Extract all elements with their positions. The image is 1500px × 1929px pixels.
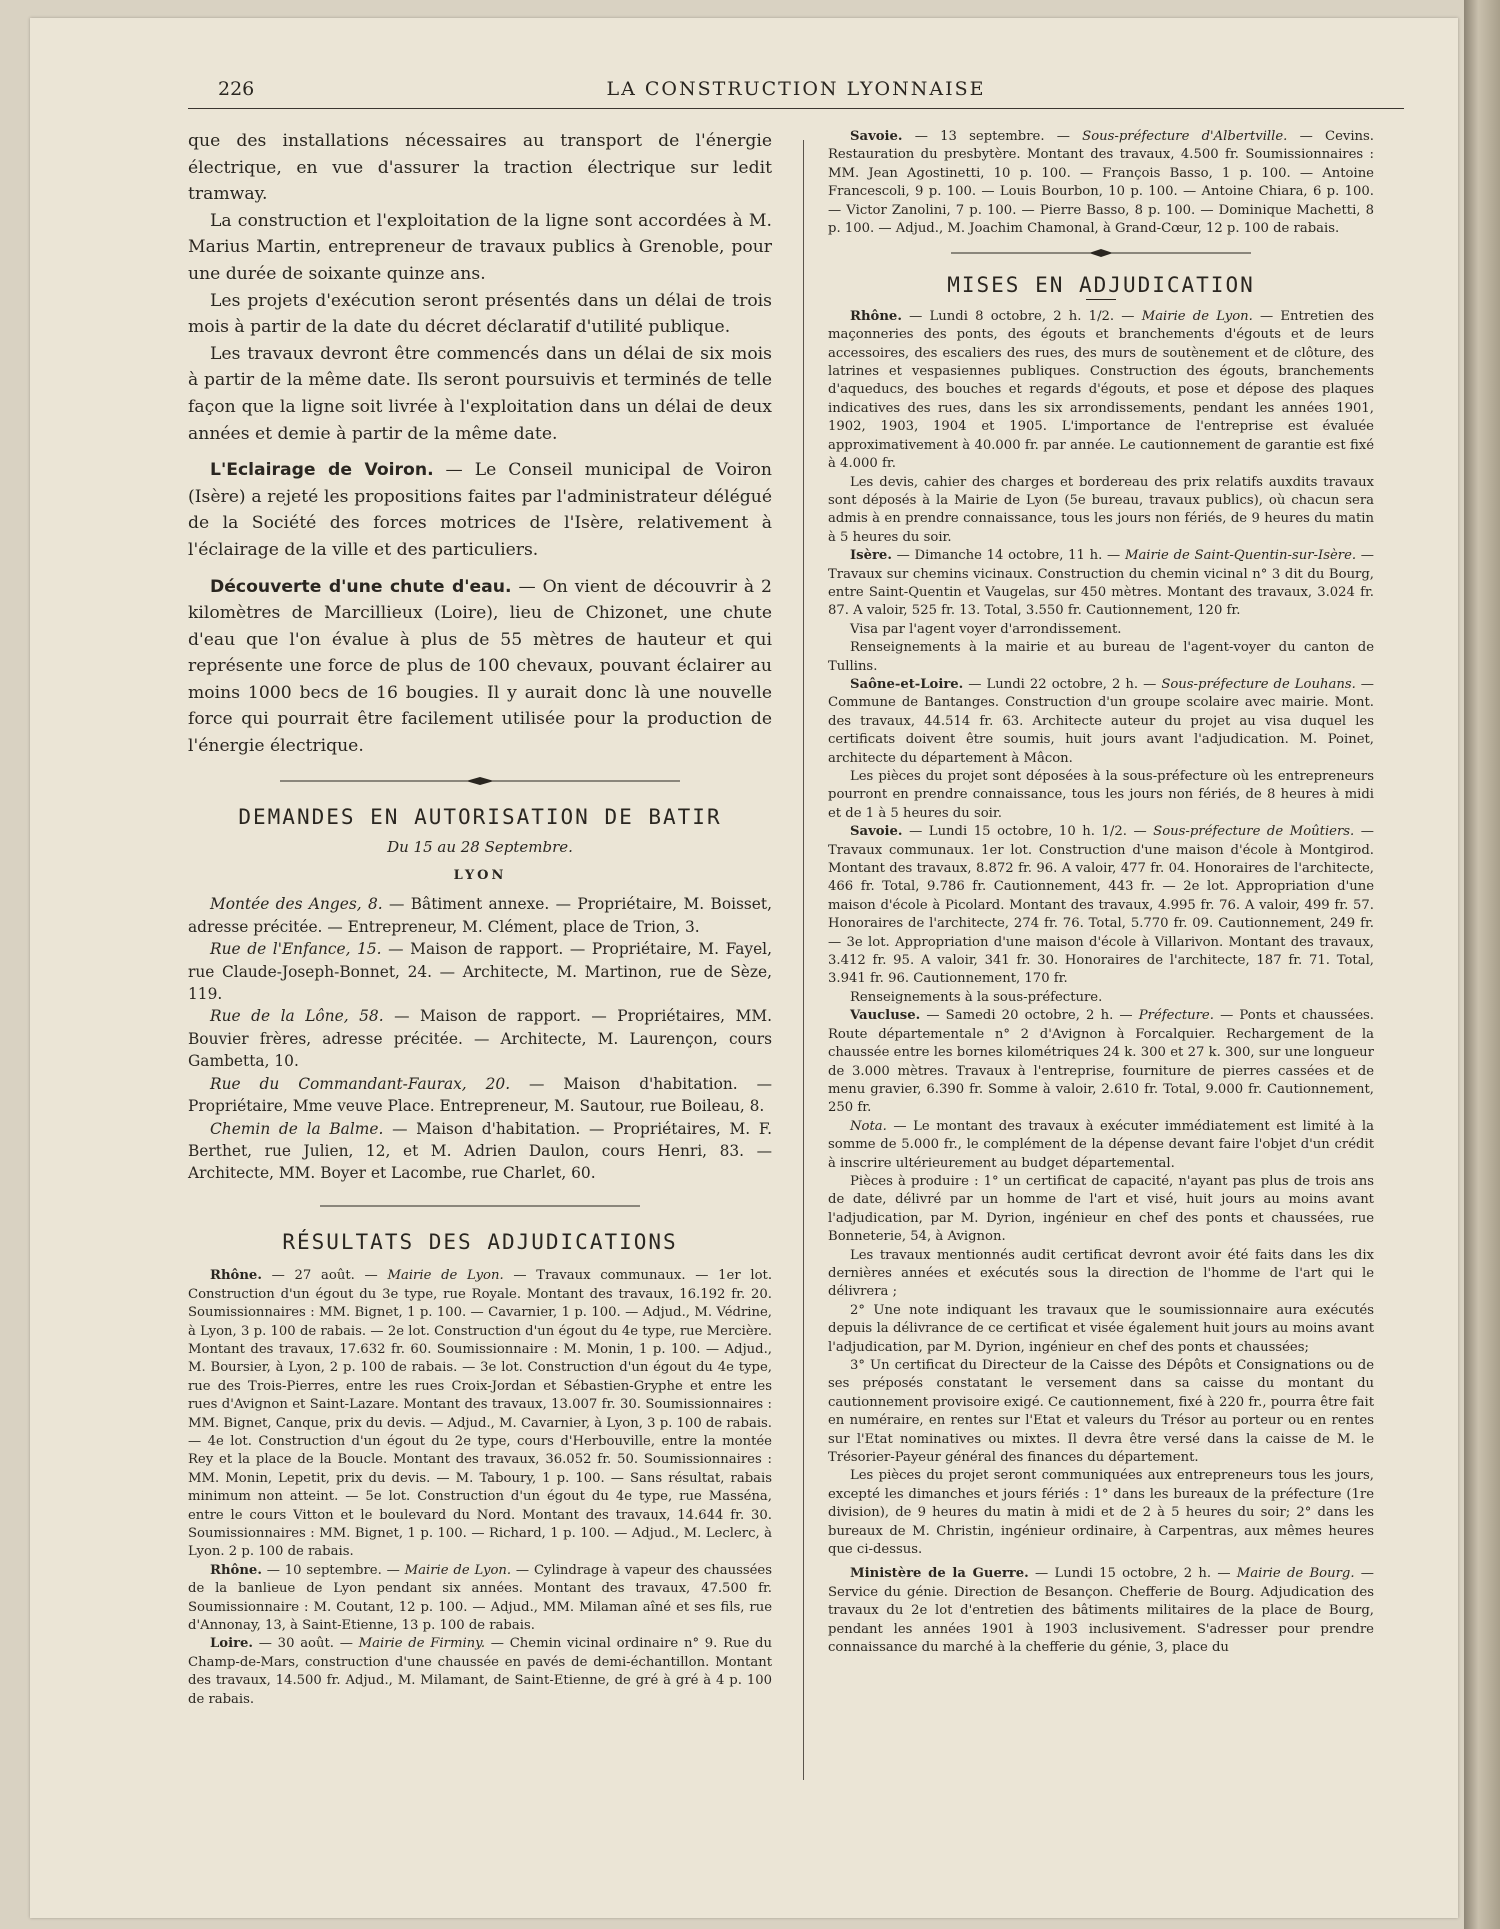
permit-entry: Rue de la Lône, 58. — Maison de rapport. — Propriétaires, MM. Bouvier frères, adresse précitée. — Architecte, M. Laurençon, cours Gambetta, 10. [188, 1007, 772, 1071]
result-entry: Rhône. — 27 août. — Mairie de Lyon. — Travaux communaux. — 1er lot. Construction d'un égout du 3e type, rue Royale. Montant des travaux, 16.192 fr. 20. Soumissionnaires : MM. Bignet, 1 p. 100. — Cavarnier, 1 p. 100. — Adjud., M. Védrine, à Lyon, 3 p. 100 de rabais. — 2e lot. Construction d'un égout du 4e type, rue Mercière. Montant des travaux, 17.632 fr. 60. Soumissionnaire : M. Monin, 1 p. 100. — Adjud., M. Boursier, à Lyon, 2 p. 100 de rabais. — 3e lot. Construction d'un égout du 4e type, rue des Trois-Pierres, entre les rues Croix-Jordan et Sébastien-Gryphe et entre les rues d'Avignon et Saint-Lazare. Montant des travaux, 13.007 fr. 30. Soumissionnaires : MM. Bignet, Canque, prix du devis. — Adjud., M. Cavarnier, à Lyon, 3 p. 100 de rabais. — 4e lot. Construction d'un égout du 2e type, cours d'Herbouville, entre la montée Rey et la place de la Boucle. Montant des travaux, 36.052 fr. 50. Soumissionnaires : MM. Monin, Lepetit, prix du devis. — M. Taboury, 1 p. 100. — Sans résultat, rabais minimum non atteint. — 5e lot. Construction d'un égout du 4e type, rue Masséna, entre le cours Vitton et le boulevard du Nord. Montant des travaux, 14.644 fr. 30. Soumissionnaires : MM. Bignet, 1 p. 100. — Richard, 1 p. 100. — Adjud., M. Leclerc, à Lyon. 2 p. 100 de rabais. [188, 1268, 773, 1560]
mises-block: Renseignements à la mairie et au bureau de l'agent-voyer du canton de Tullins. [828, 640, 1374, 674]
page-header [188, 76, 1404, 109]
mises-block: 2° Une note indiquant les travaux que le soumissionnaire aura exécutés depuis la délivrance de ce certificat et visée également huit jours au moins avant l'adjudication, par M. Dyrion, ingénieur en chef des ponts et chaussées; [828, 1302, 1374, 1355]
mises-block: Les pièces du projet sont déposées à la sous-préfecture où les entrepreneurs pourront en prendre connaissance, tous les jours non fériés, de 8 heures à midi et de 1 à 5 heures du soir. [828, 769, 1374, 821]
mises-block: Visa par l'agent voyer d'arrondissement. [850, 621, 1122, 637]
mises-block: Rhône. — Lundi 8 octobre, 2 h. 1/2. — Mairie de Lyon. — Entretien des maçonneries des ponts, des égouts et branchements d'égouts et de leurs accessoires, des escaliers des rues, des murs de soutènement et de clôture, des latrines et vespasiennes publiques. Construction des égouts, branchements d'aqueducs, des bouches et regards d'égouts, et pose et dépose des plaques indicatives des rues, dans les six arrondissements, pendant les années 1901, 1902, 1903, 1904 et 1905. L'importance de l'entreprise est évaluée approximativement à 40.000 fr. par année. Le cautionnement de garantie est fixé à 4.000 fr. [828, 308, 1374, 472]
decouverte-article [188, 574, 772, 760]
demandes-city: LYON [453, 867, 507, 883]
page-edge [1464, 0, 1500, 1929]
eclairage-text: — Le Conseil municipal de Voiron (Isère) a rejeté les propositions faites par l'administrateur délégué de la Société des forces motrices de l'Isère, relativement à l'éclairage de la ville et des particuliers. [188, 460, 772, 560]
ornament-separator [951, 248, 1251, 258]
left-column-top [188, 128, 772, 1709]
mises-block: Pièces à produire : 1° un certificat de capacité, n'ayant pas plus de trois ans de date, délivré par un homme de l'art et visé, huit jours au moins avant l'adjudication, par M. Dyrion, ingénieur en chef des ponts et chaussées, rue Bonneterie, 54, à Avignon. [828, 1173, 1374, 1245]
mises-block: Ministère de la Guerre. — Lundi 15 octobre, 2 h. — Mairie de Bourg. — Service du génie. Direction de Besançon. Chefferie de Bourg. Adjudication des travaux du 2e lot d'entretien des bâtiments militaires de la place de Bourg, pendant les années 1901 à 1903 inclusivement. S'adresser pour prendre connaissance du marché à la chefferie du génie, 3, place du [828, 1566, 1374, 1656]
intro-para-2: Les projets d'exécution seront présentés dans un délai de trois mois à partir de la date du décret déclaratif d'utilité publique. [188, 290, 772, 338]
column-divider [803, 140, 804, 1780]
intro-para-1: La construction et l'exploitation de la ligne sont accordées à M. Marius Martin, entrepreneur de travaux publics à Grenoble, pour une durée de soixante quinze ans. [188, 210, 772, 284]
mises-block: Vaucluse. — Samedi 20 octobre, 2 h. — Préfecture. — Ponts et chaussées. Route départementale n° 2 d'Avignon à Forcalquier. Rechargement de la chaussée entre les bornes kilométriques 24 k. 300 et 27 k. 300, sur une longueur de 3.000 mètres. Travaux à l'entreprise, fourniture de pierres cassées et de menu gravier, 6.390 fr. Somme à valoir, 2.610 fr. Total, 9.000 fr. Cautionnement, 250 fr. [828, 1008, 1374, 1116]
eclairage-heading: L'Eclairage de Voiron. [210, 460, 434, 481]
mises-title: MISES EN ADJUDICATION [947, 273, 1255, 298]
permit-entry: Montée des Anges, 8. — Bâtiment annexe. — Propriétaire, M. Boisset, adresse précitée. — Entrepreneur, M. Clément, place de Trion, 3. [188, 895, 772, 936]
rule-separator [280, 1201, 680, 1211]
permit-entry: Rue de l'Enfance, 15. — Maison de rapport. — Propriétaire, M. Fayel, rue Claude-Joseph-Bonnet, 24. — Architecte, M. Martinon, rue de Sèze, 119. [188, 940, 772, 1004]
mises-block: Isère. — Dimanche 14 octobre, 11 h. — Mairie de Saint-Quentin-sur-Isère. — Travaux sur chemins vicinaux. Construction du chemin vicinal n° 3 dit du Bourg, entre Saint-Quentin et Vaugelas, sur 450 mètres. Montant des travaux, 3.024 fr. 87. A valoir, 525 fr. 13. Total, 3.550 fr. Cautionnement, 120 fr. [828, 548, 1374, 619]
demandes-title: DEMANDES EN AUTORISATION DE BATIR [238, 804, 722, 829]
intro-para-3: Les travaux devront être commencés dans un délai de six mois à partir de la même date. Ils seront poursuivis et terminés de telle façon que la ligne soit livrée à l'exploitation dans un délai de deux années et demie à partir de la même date. [188, 343, 772, 444]
permit-entry: Chemin de la Balme. — Maison d'habitation. — Propriétaires, M. F. Berthet, rue Julien, 12, et M. Adrien Daulon, cours Henri, 83. — Architecte, MM. Boyer et Lacombe, rue Charlet, 60. [188, 1119, 772, 1183]
ornament-separator [280, 776, 680, 786]
mises-block: Les devis, cahier des charges et bordereau des prix relatifs auxdits travaux sont déposés à la Mairie de Lyon (5e bureau, travaux publics), où chacun sera admis à en prendre connaissance, tous les jours non fériés, de 9 heures du matin à 5 heures du soir. [828, 474, 1374, 545]
result-entry: Loire. — 30 août. — Mairie de Firminy. — Chemin vicinal ordinaire n° 9. Rue du Champ-de-Mars, construction d'une chaussée en pavés de demi-échantillon. Montant des travaux, 14.500 fr. Adjud., M. Milamant, de Saint-Etienne, de gré à gré à 4 p. 100 de rabais. [188, 1636, 772, 1707]
mises-block: Les pièces du projet seront communiquées aux entrepreneurs tous les jours, excepté les dimanches et jours fériés : 1° dans les bureaux de la préfecture (1re division), de 9 heures du matin à midi et de 2 à 5 heures du soir; 2° dans les bureaux de M. Christin, ingénieur ordinaire, à Carpentras, aux mêmes heures que ci-dessus. [828, 1468, 1374, 1558]
eclairage-article [188, 457, 772, 563]
savoie-result: Savoie. — 13 septembre. — Sous-préfecture d'Albertville. — Cevins. Restauration du presbytère. Montant des travaux, 4.500 fr. Soumissionnaires : MM. Jean Agostinetti, 10 p. 100. — François Basso, 1 p. 100. — Antoine Francescoli, 9 p. 100. — Louis Bourbon, 10 p. 100. — Antoine Chiara, 6 p. 100. — Victor Zanolini, 7 p. 100. — Pierre Basso, 8 p. 100. — Dominique Machetti, 8 p. 100. — Adjud., M. Joachim Chamonal, à Grand-Cœur, 12 p. 100 de rabais. [828, 129, 1375, 237]
mises-block: Saône-et-Loire. — Lundi 22 octobre, 2 h. — Sous-préfecture de Louhans. — Commune de Bantanges. Construction d'un groupe scolaire avec mairie. Mont. des travaux, 44.514 fr. 63. Architecte auteur du projet au visa duquel les certificats doivent être soumis, huit jours avant l'adjudication. M. Poinet, architecte du département à Mâcon. [828, 676, 1374, 766]
right-column [828, 128, 1374, 1658]
result-entry: Rhône. — 10 septembre. — Mairie de Lyon. — Cylindrage à vapeur des chaussées de la banlieue de Lyon pendant six années. Montant des travaux, 47.500 fr. Soumissionnaire : M. Coutant, 12 p. 100. — Adjud., MM. Milaman aîné et ses fils, rue d'Annonay, 13, à Saint-Etienne, 13 p. 100 de rabais. [188, 1562, 772, 1634]
mises-block: Savoie. — Lundi 15 octobre, 10 h. 1/2. — Sous-préfecture de Moûtiers. — Travaux communaux. 1er lot. Construction d'une maison d'école à Montgirod. Montant des travaux, 8.872 fr. 96. A valoir, 477 fr. 04. Honoraires de l'architecte, 466 fr. Total, 9.786 fr. Cautionnement, 443 fr. — 2e lot. Appropriation d'une maison d'école à Picolard. Montant des travaux, 4.995 fr. 76. A valoir, 499 fr. 57. Honoraires de l'architecte, 274 fr. 76. Total, 5.770 fr. 09. Cautionnement, 249 fr. — 3e lot. Appropriation d'une maison d'école à Villarivon. Montant des travaux, 3.412 fr. 95. A valoir, 341 fr. 30. Honoraires de l'architecte, 187 fr. 71. Total, 3.941 fr. 96. Cautionnement, 170 fr. [828, 824, 1374, 987]
demandes-subtitle: Du 15 au 28 Septembre. [387, 838, 573, 857]
running-title: LA CONSTRUCTION LYONNAISE [606, 78, 986, 100]
page-number: 226 [218, 78, 255, 100]
mises-block: Les travaux mentionnés audit certificat devront avoir été faits dans les dix dernières années et exécutés sous la direction de l'homme de l'art qui le délivrera ; [828, 1247, 1374, 1300]
mises-block: 3° Un certificat du Directeur de la Caisse des Dépôts et Consignations ou de ses préposés constatant le versement dans sa caisse du montant du cautionnement provisoire exigé. Ce cautionnement, fixé à 220 fr., pourra être fait en numéraire, en rentes sur l'Etat et valeurs du Trésor au porteur ou en rentes sur l'Etat nominatives ou mixtes. Il devra être versé dans la caisse de M. le Trésorier-Payeur général des finances du département. [828, 1358, 1374, 1466]
decouverte-heading: Découverte d'une chute d'eau. [210, 576, 512, 597]
decouverte-text: — On vient de découvrir à 2 kilomètres de Marcillieux (Loire), lieu de Chizonet, une chute d'eau que l'on évalue à plus de 55 mètres de hauteur et qui représente une force de plus de 100 chevaux, pouvant éclairer au moins 1000 becs de 16 bougies. Il y aurait donc là une nouvelle force qui pourrait être facilement utilisée pour la production de l'énergie électrique. [188, 576, 772, 757]
mises-block: Nota. — Le montant des travaux à exécuter immédiatement est limité à la somme de 5.000 fr., le complément de la dépense devant faire l'objet d'un crédit à inscrire ultérieurement au budget départemental. [828, 1118, 1374, 1171]
permit-entry: Rue du Commandant-Faurax, 20. — Maison d'habitation. — Propriétaire, Mme veuve Place. Entrepreneur, M. Sautour, rue Boileau, 8. [188, 1074, 772, 1116]
mises-block: Renseignements à la sous-préfecture. [850, 989, 1103, 1005]
intro-para-0: que des installations nécessaires au transport de l'énergie électrique, en vue d'assurer la traction électrique sur ledit tramway. [188, 131, 772, 205]
resultats-title: RÉSULTATS DES ADJUDICATIONS [282, 1229, 678, 1254]
